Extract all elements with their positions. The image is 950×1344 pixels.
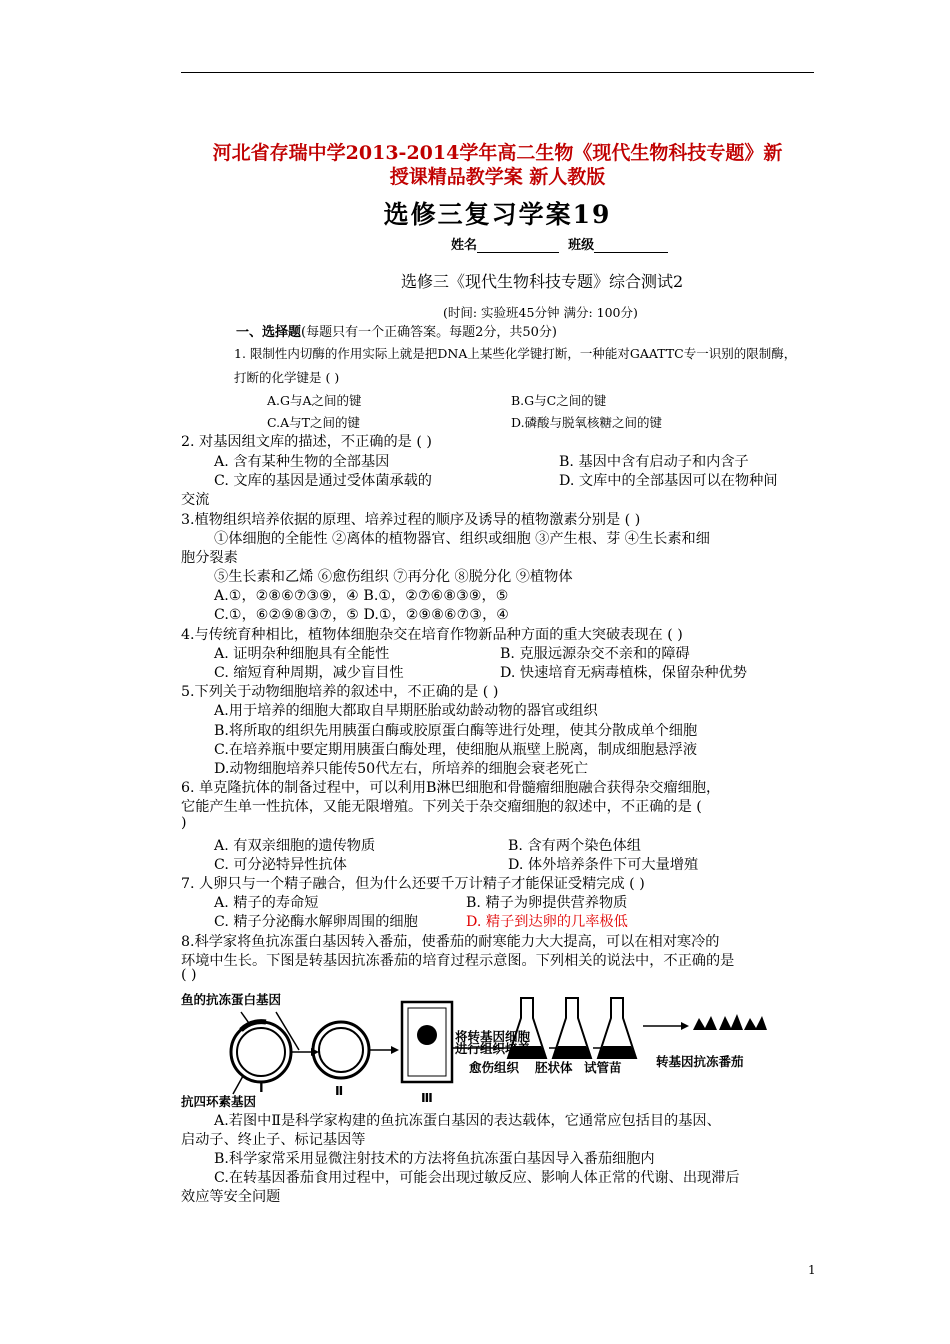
label-culture-2: 进行组织培养 bbox=[455, 1041, 531, 1056]
section-label: 一、选择题 bbox=[236, 325, 302, 340]
q8-option-c-line2: 效应等安全问题 bbox=[181, 1189, 281, 1205]
label-embryoid: 胚状体 bbox=[535, 1060, 573, 1075]
q8-option-c-line1: C.在转基因番茄食用过程中，可能会出现过敏反应、影响人体正常的代谢、出现滞后 bbox=[214, 1170, 740, 1186]
q6-stem-line3: ) bbox=[181, 815, 187, 831]
q4-option-d: D. 快速培育无病毒植株，保留杂种优势 bbox=[500, 665, 747, 681]
section-heading bbox=[236, 321, 557, 340]
scanned-header-image bbox=[181, 193, 814, 431]
tomato-plants bbox=[693, 1014, 767, 1030]
name-blank bbox=[477, 239, 559, 253]
q6-option-a: A. 有双亲细胞的遗传物质 bbox=[214, 838, 376, 854]
name-class-field bbox=[451, 234, 668, 253]
flask-embryoid bbox=[553, 998, 591, 1058]
q3-stem: 3.植物组织培养依据的原理、培养过程的顺序及诱导的植物激素分别是 ( ) bbox=[181, 512, 641, 528]
q2-option-c: C. 文库的基因是通过受体菌承载的 bbox=[214, 473, 432, 489]
scan-heading: 选修三复习学案19 bbox=[383, 200, 612, 229]
name-label: 姓名 bbox=[451, 238, 478, 253]
q8-option-b: B.科学家常采用显微注射技术的方法将鱼抗冻蛋白基因导入番茄细胞内 bbox=[214, 1151, 655, 1167]
label-iii: Ⅲ bbox=[421, 1090, 433, 1105]
q5-option-c: C.在培养瓶中要定期用胰蛋白酶处理，使细胞从瓶壁上脱离，制成细胞悬浮液 bbox=[214, 742, 698, 758]
tet-pointer bbox=[233, 1076, 243, 1094]
q7-option-b: B. 精子为卵提供营养物质 bbox=[466, 895, 628, 911]
q4-option-c: C. 缩短育种周期，减少盲目性 bbox=[214, 665, 404, 681]
q1-option-d: D.磷酸与脱氧核糖之间的键 bbox=[511, 415, 663, 430]
q4-option-b: B. 克服远源杂交不亲和的障碍 bbox=[500, 646, 690, 662]
q1-option-c: C.A与T之间的键 bbox=[267, 415, 360, 430]
q2-option-d: D. 文库中的全部基因可以在物种间 bbox=[559, 473, 778, 489]
q5-option-a: A.用于培养的细胞大都取自早期胚胎或幼龄动物的器官或组织 bbox=[214, 703, 598, 719]
q8-stem-line1: 8.科学家将鱼抗冻蛋白基因转入番茄，使番茄的耐寒能力大大提高，可以在相对寒冷的 bbox=[181, 934, 720, 950]
q6-option-d: D. 体外培养条件下可大量增殖 bbox=[508, 857, 699, 873]
q8-stem-line3: ( ) bbox=[181, 967, 197, 983]
q2-option-d-cont: 交流 bbox=[181, 492, 210, 508]
gene-pointer-2 bbox=[276, 1012, 299, 1050]
cell-nucleus bbox=[417, 1025, 437, 1045]
class-blank bbox=[594, 239, 668, 253]
q7-option-a: A. 精子的寿命短 bbox=[214, 895, 319, 911]
scan-time-info: (时间: 实验班45分钟 满分: 100分) bbox=[443, 305, 638, 320]
q3-items-1-cont: 胞分裂素 bbox=[181, 550, 238, 566]
plasmid-i-shape bbox=[231, 1022, 291, 1082]
label-fish-gene: 鱼的抗冻蛋白基因 bbox=[181, 992, 282, 1007]
doc-title-line2: 授课精品教学案 新人教版 bbox=[389, 166, 606, 188]
q1-line2: 打断的化学键是 ( ) bbox=[234, 370, 340, 385]
flask-seedling bbox=[598, 998, 636, 1058]
header-rule bbox=[181, 72, 814, 73]
section-note: (每题只有一个正确答案。每题2分，共50分) bbox=[301, 325, 557, 340]
label-seedling: 试管苗 bbox=[584, 1060, 622, 1075]
q3-options-cd: C.①，⑥②⑨⑧③⑦，⑤ D.①，②⑨⑧⑥⑦③，④ bbox=[214, 607, 509, 623]
q4-stem: 4.与传统育种相比，植物体细胞杂交在培育作物新品种方面的重大突破表现在 ( ) bbox=[181, 627, 683, 643]
q8-option-a-line1: A.若图中Ⅱ是科学家构建的鱼抗冻蛋白基因的表达载体，它通常应包括目的基因、 bbox=[214, 1113, 721, 1129]
doc-title-line1: 河北省存瑞中学2013-2014学年高二生物《现代生物科技专题》新 bbox=[212, 142, 783, 164]
label-ii: Ⅱ bbox=[335, 1083, 344, 1098]
q5-stem: 5.下列关于动物细胞培养的叙述中，不正确的是 ( ) bbox=[181, 684, 499, 700]
q1-option-b: B.G与C之间的键 bbox=[511, 393, 607, 408]
plasmid-i-inner bbox=[237, 1028, 285, 1076]
page-number: 1 bbox=[808, 1263, 816, 1277]
label-tet-gene: 抗四环素基因 bbox=[181, 1094, 257, 1108]
q3-options-ab: A.①，②⑧⑥⑦③⑨，④ B.①，②⑦⑥⑧③⑨，⑤ bbox=[214, 588, 509, 604]
q6-stem-line2: 它能产生单一性抗体，又能无限增殖。下列关于杂交瘤细胞的叙述中，不正确的是 ( bbox=[181, 799, 702, 815]
plasmid-ii-shape bbox=[313, 1022, 369, 1078]
q1-line1: 1. 限制性内切酶的作用实际上就是把DNA上某些化学键打断，一种能对GAATTC专一识别的限制酶， bbox=[234, 346, 797, 361]
diagram-svg bbox=[181, 990, 781, 1108]
label-i: Ⅰ bbox=[259, 1080, 264, 1095]
q8-option-a-line2: 启动子、终止子、标记基因等 bbox=[181, 1132, 366, 1148]
q8-stem-line2: 环境中生长。下图是转基因抗冻番茄的培育过程示意图。下列相关的说法中，不正确的是 bbox=[181, 953, 735, 969]
q3-items-1: ①体细胞的全能性 ②离体的植物器官、组织或细胞 ③产生根、芽 ④生长素和细 bbox=[214, 531, 710, 547]
plasmid-ii-inner bbox=[319, 1028, 363, 1072]
q7-option-c: C. 精子分泌酶水解卵周围的细胞 bbox=[214, 914, 418, 930]
q2-option-a: A. 含有某种生物的全部基因 bbox=[214, 454, 390, 470]
q6-option-b: B. 含有两个染色体组 bbox=[508, 838, 641, 854]
transgenic-tomato-diagram bbox=[181, 990, 781, 1108]
q7-option-d-answer: D. 精子到达卵的几率极低 bbox=[466, 914, 628, 930]
q6-stem-line1: 6. 单克隆抗体的制备过程中，可以利用B淋巴细胞和骨髓瘤细胞融合获得杂交瘤细胞， bbox=[181, 780, 721, 796]
q4-option-a: A. 证明杂种细胞具有全能性 bbox=[214, 646, 390, 662]
q7-stem: 7. 人卵只与一个精子融合，但为什么还要千万计精子才能保证受精完成 ( ) bbox=[181, 876, 645, 892]
q3-items-2: ⑤生长素和乙烯 ⑥愈伤组织 ⑦再分化 ⑧脱分化 ⑨植物体 bbox=[214, 569, 573, 585]
scan-subtitle: 选修三《现代生物科技专题》综合测试2 bbox=[401, 272, 684, 291]
q6-option-c: C. 可分泌特异性抗体 bbox=[214, 857, 347, 873]
q5-option-d: D.动物细胞培养只能传50代左右，所培养的细胞会衰老死亡 bbox=[214, 761, 588, 777]
q2-stem: 2. 对基因组文库的描述，不正确的是 ( ) bbox=[181, 434, 432, 450]
q2-option-b: B. 基因中含有启动子和内含子 bbox=[559, 454, 749, 470]
label-callus: 愈伤组织 bbox=[469, 1060, 520, 1075]
q5-option-b: B.将所取的组织先用胰蛋白酶或胶原蛋白酶等进行处理，使其分散成单个细胞 bbox=[214, 723, 698, 739]
class-label: 班级 bbox=[568, 238, 595, 253]
label-transgenic-tomato: 转基因抗冻番茄 bbox=[656, 1054, 744, 1069]
label-culture-1: 将转基因细胞 bbox=[455, 1029, 531, 1044]
q1-option-a: A.G与A之间的键 bbox=[267, 393, 362, 408]
